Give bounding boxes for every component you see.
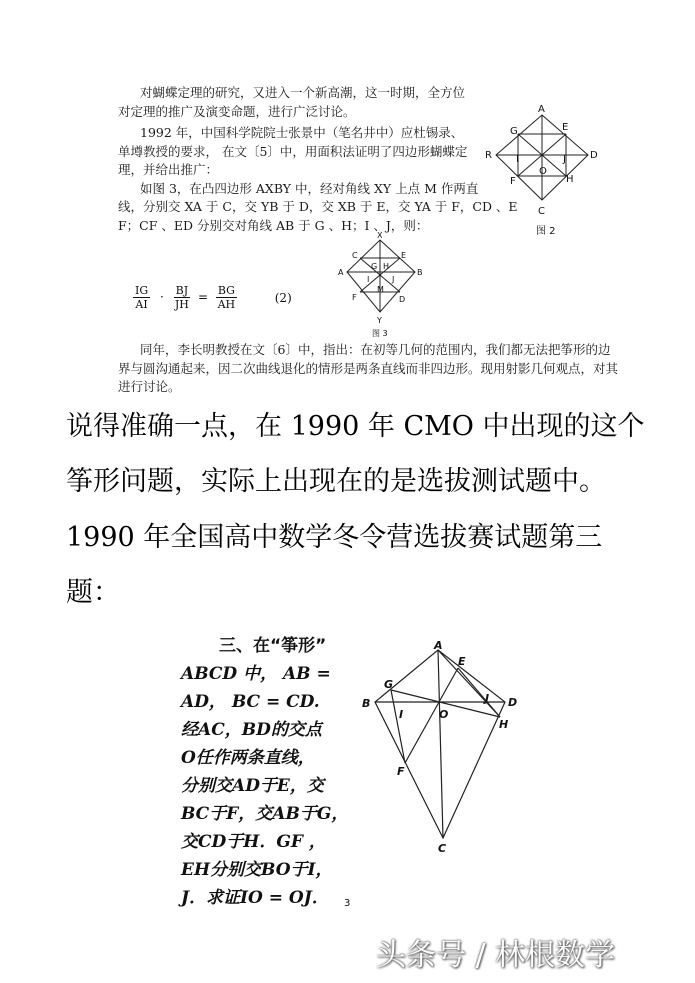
kite-label-b: B: [362, 697, 371, 710]
fig2-label-c: C: [538, 206, 545, 217]
commentary-text: 年全国高中数学冬令营选拔赛试题第三: [134, 522, 603, 553]
page-number: 3: [344, 898, 351, 909]
figure-kite: [355, 640, 535, 855]
commentary-year: 1990: [290, 411, 360, 442]
fraction-numerator: BJ: [175, 284, 189, 297]
commentary-line-3: [66, 515, 602, 554]
commentary-text: 说得准确一点，在: [66, 411, 291, 442]
fig3-label-j: J: [392, 275, 395, 284]
fig3-label-a: A: [338, 268, 344, 277]
fig3-label-i: I: [367, 275, 370, 284]
fig3-label-b: B: [417, 268, 423, 277]
fig2-caption: 图 2: [536, 226, 556, 237]
fraction-denominator: JH: [174, 298, 189, 311]
fraction-denominator: AI: [135, 298, 148, 311]
fig3-label-m: M: [377, 285, 384, 294]
kite-label-g: G: [384, 678, 394, 691]
fig2-label-j: J: [563, 154, 566, 165]
kite-label-h: H: [499, 718, 509, 731]
kite-line-ef: [405, 668, 458, 763]
kite-label-j: J: [485, 692, 490, 705]
problem3-line: AD， BC = CD.: [181, 692, 320, 712]
scan-line-10: 界与圆沟通起来，因二次曲线退化的情形是两条直线而非四边形。现用射影几何观点，对其: [118, 361, 619, 376]
problem3-line: O任作两条直线，: [181, 748, 315, 768]
kite-label-a: A: [434, 640, 443, 652]
problem3-line: 交CD于H．GF ，: [181, 832, 326, 852]
fig2-label-e: E: [562, 122, 569, 133]
fig3-label-c: C: [352, 251, 358, 260]
fig2-label-g: G: [510, 126, 518, 137]
fig3-label-h: H: [383, 262, 390, 271]
figure-2: [480, 100, 610, 240]
scan-line-7: 线，分别交 XA 于 C，交 YB 于 D，交 XB 于 E，交 YA 于 F，CD 、E: [118, 199, 518, 214]
kite-label-c: C: [438, 842, 447, 855]
equals-sign: =: [197, 290, 209, 304]
scan-line-3: 1992 年，中国科学院院士张景中（笔名井中）应杜锡录、: [140, 125, 464, 140]
fraction-denominator: AH: [217, 298, 236, 311]
formula-number: (2): [274, 290, 292, 305]
fig2-label-f: F: [510, 176, 516, 187]
commentary-line-2: 筝形问题，实际上出现在的是选拔测试题中。: [66, 466, 606, 497]
fig2-label-o: O: [539, 166, 547, 177]
fig3-label-x: X: [377, 231, 383, 240]
fig2-label-r: R: [485, 150, 492, 161]
problem3-text: [181, 632, 351, 912]
kite-line-gf: [391, 690, 405, 763]
fig3-label-e: E: [401, 251, 407, 260]
kite-diagonal-ac: [438, 650, 443, 838]
fig3-label-f: F: [352, 293, 357, 302]
watermark: 头条号 / 林根数学: [376, 938, 616, 973]
formula-2: [133, 284, 292, 311]
kite-label-i: I: [399, 708, 404, 721]
fraction-numerator: BG: [217, 284, 235, 297]
fig3-label-d: D: [399, 295, 406, 304]
commentary-text: 中出现的这个: [473, 411, 645, 442]
fig3-label-g: G: [371, 262, 378, 271]
scan-line-2: 对定理的推广及演变命题，进行广泛讨论。: [118, 104, 356, 119]
commentary-year: 1990: [66, 522, 135, 553]
scan-line-11: 进行讨论。: [118, 379, 181, 394]
commentary-line-4: 题：: [66, 577, 120, 608]
fraction-bj-jh: [174, 284, 191, 311]
commentary-cmo: CMO: [403, 411, 474, 442]
fraction-numerator: IG: [135, 284, 149, 297]
fig2-label-d: D: [590, 150, 598, 161]
scan-line-4: 单墫教授的要求， 在文〔5〕中，用面积法证明了四边形蝴蝶定: [118, 144, 468, 159]
problem3-line: J．求证IO = OJ．: [181, 888, 329, 908]
fig3-caption: 图 3: [372, 329, 388, 338]
problem3-line: ABCD 中， AB =: [181, 664, 331, 684]
scan-line-9: 同年，李长明教授在文〔6〕中，指出：在初等几何的范围内，我们都无法把筝形的边: [140, 342, 611, 357]
fig3-label-y: Y: [377, 316, 382, 325]
fig2-label-h: H: [566, 174, 574, 185]
scan-line-5: 理，并给出推广：: [118, 162, 219, 177]
commentary-text: 年: [359, 411, 404, 442]
scan-line-1: 对蝴蝶定理的研究，又进入一个新高潮，这一时期，全方位: [140, 85, 466, 100]
problem3-line: 分别交AD于E，交: [181, 776, 324, 796]
kite-label-e: E: [458, 655, 466, 668]
problem3-line: 三、在“筝形”: [219, 636, 327, 656]
fig2-label-a: A: [538, 104, 545, 115]
scan-line-6: 如图 3，在凸四边形 AXBY 中，经对角线 XY 上点 M 作两直: [140, 181, 479, 196]
kite-label-o: O: [439, 708, 449, 721]
figure-3: [335, 230, 435, 342]
fraction-bg-ah: [216, 284, 237, 311]
kite-label-d: D: [508, 696, 518, 709]
scan-line-8: F；CF 、ED 分别交对角线 AB 于 G 、H；I 、J，则：: [118, 218, 429, 233]
problem3-line: 经AC，BD的交点: [181, 720, 322, 740]
problem3-line: BC于F，交AB于G，: [181, 804, 349, 824]
fraction-ig-ai: [133, 284, 150, 311]
fig2-label-i: I: [516, 154, 519, 165]
kite-label-f: F: [397, 765, 405, 778]
multiply-dot: ·: [159, 290, 164, 304]
problem3-line: EH分别交BO于I，: [181, 860, 333, 880]
commentary-line-1: [66, 404, 645, 443]
